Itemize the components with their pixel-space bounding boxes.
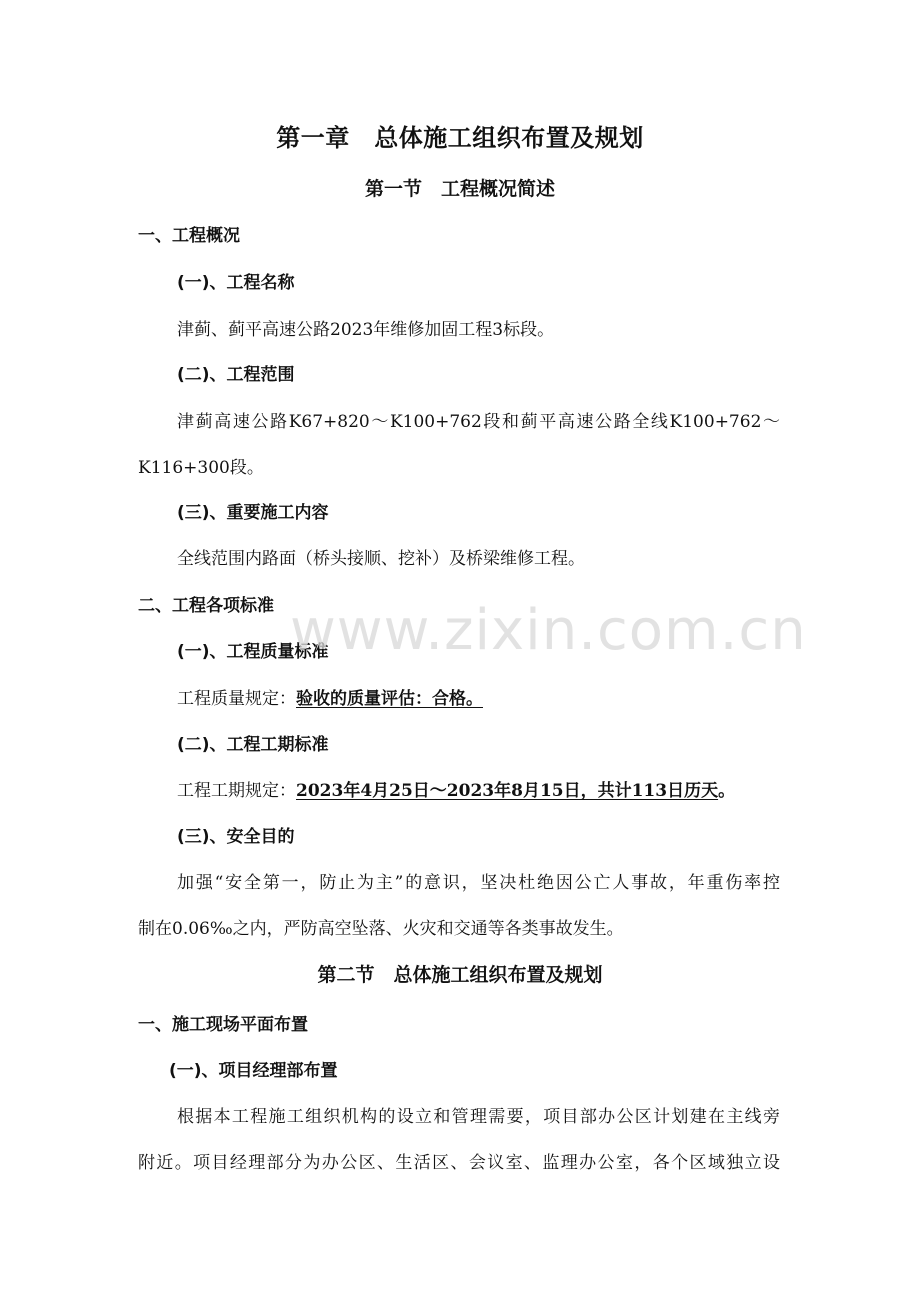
watermark: www.zixin.com.cn bbox=[290, 598, 807, 663]
subheading-project-scope: (二)、工程范围 bbox=[177, 365, 295, 385]
paragraph-main-work: 全线范围内路面（桥头接顺、挖补）及桥梁维修工程。 bbox=[177, 549, 585, 569]
subheading-schedule-standard: (二)、工程工期标准 bbox=[177, 735, 329, 755]
paragraph-project-office-line2: 附近。项目经理部分为办公区、生活区、会议室、监理办公室，各个区域独立设 bbox=[138, 1153, 780, 1173]
paragraph-project-scope-line1: 津蓟高速公路K67+820～K100+762段和蓟平高速公路全线K100+762～ bbox=[177, 412, 780, 432]
quality-value: 验收的质量评估：合格。 bbox=[296, 689, 483, 709]
heading-site-layout: 一、施工现场平面布置 bbox=[138, 1015, 308, 1035]
chapter-title: 第一章 总体施工组织布置及规划 bbox=[276, 124, 644, 152]
heading-project-overview: 一、工程概况 bbox=[138, 226, 240, 246]
paragraph-quality-standard bbox=[177, 684, 483, 709]
subheading-quality-standard: (一)、工程质量标准 bbox=[177, 642, 329, 662]
section-title-2: 第二节 总体施工组织布置及规划 bbox=[317, 964, 603, 986]
schedule-end: 。 bbox=[718, 781, 736, 801]
paragraph-project-office-line1: 根据本工程施工组织机构的设立和管理需要，项目部办公区计划建在主线旁 bbox=[177, 1107, 780, 1127]
subheading-project-office: (一)、项目经理部布置 bbox=[169, 1061, 338, 1081]
subheading-project-name: (一)、工程名称 bbox=[177, 273, 295, 293]
paragraph-schedule-standard bbox=[177, 776, 735, 801]
paragraph-project-scope-line2: K116+300段。 bbox=[138, 458, 264, 478]
schedule-value: 2023年4月25日～2023年8月15日，共计113日历天 bbox=[296, 781, 719, 801]
schedule-label: 工程工期规定： bbox=[177, 781, 296, 801]
section-title-1: 第一节 工程概况简述 bbox=[364, 178, 555, 200]
paragraph-project-name: 津蓟、蓟平高速公路2023年维修加固工程3标段。 bbox=[177, 320, 555, 340]
paragraph-safety-goal-line1: 加强“安全第一，防止为主”的意识，坚决杜绝因公亡人事故，年重伤率控 bbox=[177, 873, 780, 893]
heading-project-standards: 二、工程各项标准 bbox=[138, 596, 274, 616]
subheading-main-work: (三)、重要施工内容 bbox=[177, 503, 329, 523]
subheading-safety-goal: (三)、安全目的 bbox=[177, 827, 295, 847]
quality-label: 工程质量规定： bbox=[177, 689, 296, 709]
paragraph-safety-goal-line2: 制在0.06‰之内，严防高空坠落、火灾和交通等各类事故发生。 bbox=[138, 919, 624, 939]
